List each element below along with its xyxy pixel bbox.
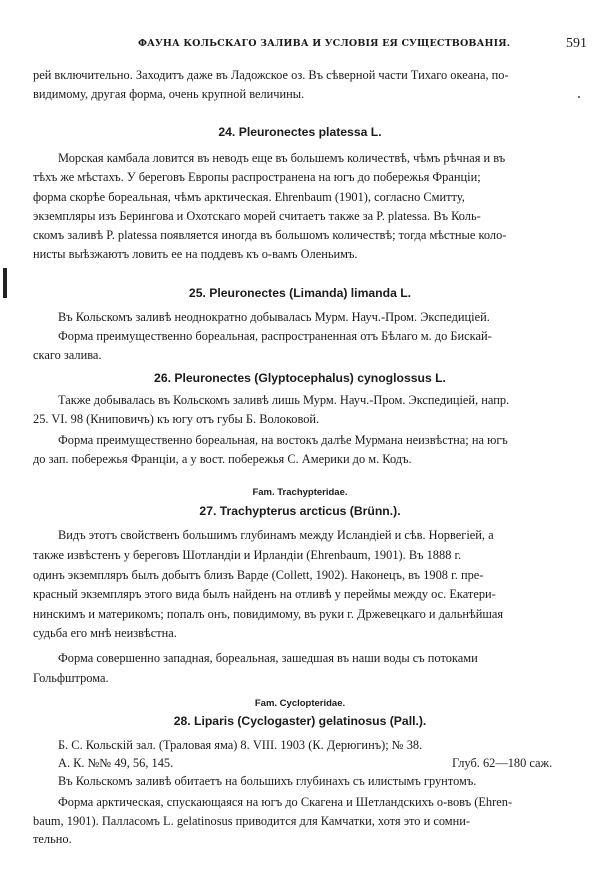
text-line: Б. С. Кольскій зал. (Траловая яма) 8. VIII. 1903 (К. Дерюгинъ); № 38. [58,738,423,752]
text-line: до зап. побережья Франціи, а у вост. побережья С. Америки до м. Кодъ. [33,452,412,466]
page-number: 591 [566,36,587,51]
text-line: скомъ заливѣ P. platessa появляется иногда въ большомъ количествѣ; тогда мѣстные коло- [33,228,507,242]
text-line: нисты выѣзжаютъ ловить ее на поддевъ къ о-вамъ Оленьимъ. [33,247,358,261]
text-line: Форма преимущественно бореальная, на востокъ далѣе Мурмана неизвѣстна; на югъ [58,433,508,447]
text-line: одинъ экземпляръ былъ добытъ близъ Варде (Collett, 1902). Наконецъ, въ 1908 г. пре- [33,568,484,582]
family-heading-cyclopteridae: Fam. Cyclopteridae. [254,698,346,709]
text-line: Въ Кольскомъ заливѣ обитаетъ на большихъ глубинахъ съ илистымъ грунтомъ. [58,774,477,788]
running-title: ФАУНА КОЛЬСКАГО ЗАЛИВА И УСЛОВІЯ ЕЯ СУЩЕСТВОВАНІЯ. [138,38,511,49]
species-heading-26: 26. Pleuronectes (Glyptocephalus) cynoglossus L. [154,371,446,385]
family-heading-trachypteridae: Fam. Trachypteridae. [252,487,348,498]
text-line: тѣхъ же мѣстахъ. У береговъ Европы распространена на югъ до побережья Франціи; [33,170,481,184]
text-line: красный экземпляръ этого вида былъ найденъ на отливѣ у переймы между ос. Екатери- [33,587,496,601]
text-line: тельно. [33,832,72,846]
text-line: нинскимъ и материкомъ; попалъ онъ, повидимому, въ руки г. Држевецкаго и дальнѣйшая [33,607,504,621]
text-line: скаго залива. [33,348,102,362]
species-heading-24: 24. Pleuronectes platessa L. [218,125,382,139]
text-line: А. К. №№ 49, 56, 145. [58,756,174,770]
text-line: экземпляры изъ Берингова и Охотскаго морей считаетъ также за P. platessa. Въ Коль- [33,209,481,223]
text-line: Форма преимущественно бореальная, распространенная отъ Бѣлаго м. до Бискай- [58,329,492,343]
text-line: Гольфштрома. [33,671,109,685]
page-header [0,36,600,56]
text-line: рей включительно. Заходитъ даже въ Ладожское оз. Въ сѣверной части Тихаго океана, по- [33,68,509,82]
text-line: Форма совершенно западная, бореальная, зашедшая въ наши воды съ потоками [58,651,478,665]
depth-range: Глуб. 62—180 саж. [452,756,553,770]
text-line: судьба его мнѣ неизвѣстна. [33,626,177,640]
text-line: также извѣстенъ у береговъ Шотландіи и Ирландіи (Ehrenbaum, 1901). Въ 1888 г. [33,548,462,562]
text-line: форма скорѣе бореальная, чѣмъ арктическая. Ehrenbaum (1901), согласно Смитту, [33,190,465,204]
species-heading-25: 25. Pleuronectes (Limanda) limanda L. [188,286,412,300]
text-line: Въ Кольскомъ заливѣ неоднократно добывалась Мурм. Науч.-Пром. Экспедиціей. [58,310,490,324]
text-line: baum, 1901). Палласомъ L. gelatinosus приводится для Камчатки, хотя это и сомни- [33,814,471,828]
text-line: Также добывалась въ Кольскомъ заливѣ лишь Мурм. Науч.-Пром. Экспедиціей, напр. [58,393,510,407]
species-heading-27: 27. Trachypterus arcticus (Brünn.). [199,504,401,518]
text-line: 25. VI. 98 (Книповичъ) къ югу отъ губы Б. Волоковой. [33,412,320,426]
text-line: видимому, другая форма, очень крупной величины. [33,87,305,101]
text-line: Морская камбала ловится въ неводъ еще въ большемъ количествѣ, чѣмъ рѣчная и въ [58,151,506,165]
text-line: Форма арктическая, спускающаяся на югъ до Скагена и Шетландскихъ о-вовъ (Ehren- [58,795,513,809]
text-line: Видъ этотъ свойственъ большимъ глубинамъ между Исландіей и сѣв. Норвегіей, а [58,528,494,542]
species-heading-28: 28. Liparis (Cyclogaster) gelatinosus (Pall.). [173,714,427,728]
